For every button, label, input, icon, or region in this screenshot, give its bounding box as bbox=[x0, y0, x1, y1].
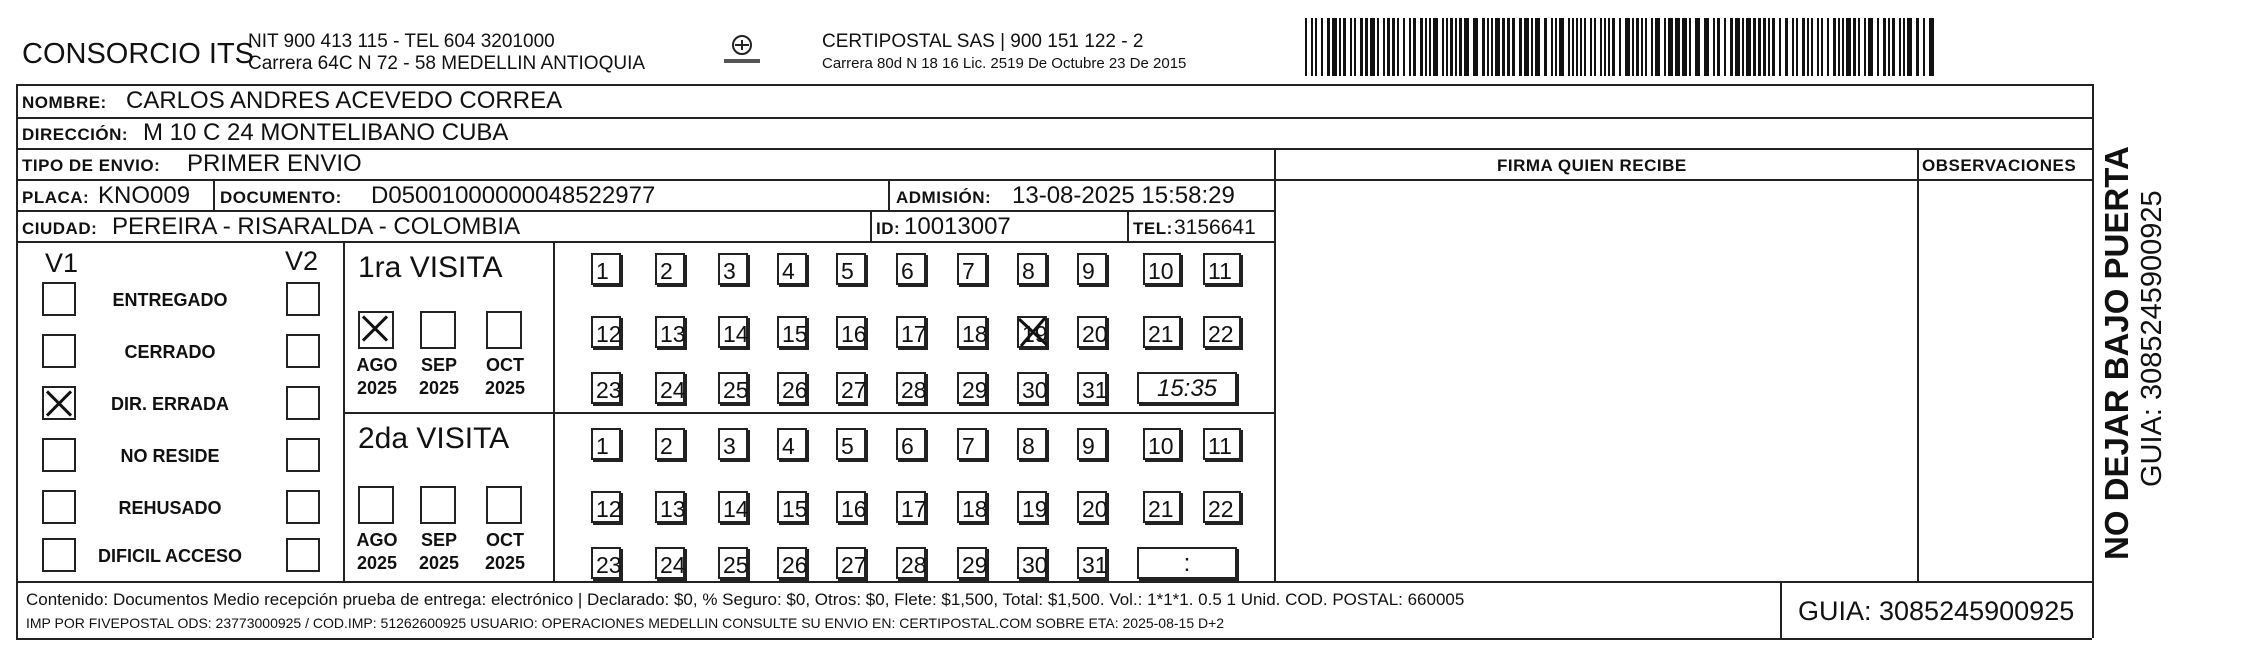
nombre-value: CARLOS ANDRES ACEVEDO CORREA bbox=[126, 87, 563, 114]
status-label: NO RESIDE bbox=[120, 446, 220, 466]
visit1-day-box[interactable]: 18 bbox=[957, 316, 987, 348]
day-cross-mark-icon bbox=[1015, 315, 1051, 349]
visit1-day-box[interactable]: 4 bbox=[777, 253, 807, 285]
tel-label: TEL: bbox=[1133, 219, 1173, 238]
visit2-day-box[interactable]: 19 bbox=[1017, 491, 1047, 523]
visit2-day-box[interactable]: 26 bbox=[777, 547, 807, 579]
visit2-year-label: 2025 bbox=[418, 553, 460, 573]
col-placa bbox=[213, 179, 215, 210]
visit2-day-box[interactable]: 28 bbox=[896, 547, 926, 579]
visit1-month-checkbox[interactable] bbox=[486, 311, 522, 349]
visit1-day-box[interactable]: 25 bbox=[718, 372, 748, 404]
tel-value: 3156641 bbox=[1174, 216, 1256, 239]
col-observaciones bbox=[1917, 148, 1919, 581]
visit2-day-box[interactable]: 8 bbox=[1017, 428, 1047, 460]
id-label: ID: bbox=[876, 219, 901, 238]
visit1-day-box[interactable]: 27 bbox=[836, 372, 866, 404]
visit2-month-checkbox[interactable] bbox=[420, 486, 456, 524]
address-line: Carrera 64C N 72 - 58 MEDELLIN ANTIOQUIA bbox=[248, 53, 646, 74]
visit1-month-checkbox[interactable] bbox=[420, 311, 456, 349]
visit1-day-box[interactable]: 6 bbox=[896, 253, 926, 285]
ciudad-value: PEREIRA - RISARALDA - COLOMBIA bbox=[112, 213, 521, 240]
visit2-day-box[interactable]: 15 bbox=[777, 491, 807, 523]
courier-address: Carrera 80d N 18 16 Lic. 2519 De Octubre 23 De 2015 bbox=[822, 55, 1187, 72]
visit1-day-box[interactable]: 15 bbox=[777, 316, 807, 348]
visit1-day-box[interactable]: 21 bbox=[1143, 316, 1181, 348]
visit2-day-box[interactable]: 9 bbox=[1077, 428, 1107, 460]
visit1-day-box[interactable]: 5 bbox=[836, 253, 866, 285]
courier-line: CERTIPOSTAL SAS | 900 151 122 - 2 bbox=[822, 31, 1144, 52]
visit2-day-box[interactable]: 1 bbox=[591, 428, 621, 460]
visit1-day-box[interactable]: 22 bbox=[1203, 316, 1241, 348]
visit2-day-box[interactable]: 10 bbox=[1143, 428, 1181, 460]
visit1-day-box[interactable]: 9 bbox=[1077, 253, 1107, 285]
visit2-year-label: 2025 bbox=[356, 553, 398, 573]
visit1-day-box[interactable]: 14 bbox=[718, 316, 748, 348]
row-line-3 bbox=[16, 179, 2092, 181]
visit1-month-label: SEP bbox=[420, 355, 458, 375]
visit1-day-box[interactable]: 29 bbox=[957, 372, 987, 404]
placa-value: KNO009 bbox=[98, 182, 191, 209]
visit2-day-box[interactable]: 2 bbox=[655, 428, 685, 460]
visit1-day-box[interactable]: 1 bbox=[591, 253, 621, 285]
documento-label: DOCUMENTO: bbox=[220, 188, 342, 207]
id-value: 10013007 bbox=[904, 213, 1011, 240]
nombre-label: NOMBRE: bbox=[22, 93, 107, 112]
tipo-label: TIPO DE ENVIO: bbox=[22, 156, 161, 175]
visit2-day-box[interactable]: 31 bbox=[1077, 547, 1107, 579]
visit2-month-label: AGO bbox=[356, 530, 398, 550]
visit2-month-checkbox[interactable] bbox=[486, 486, 522, 524]
nit-line: NIT 900 413 115 - TEL 604 3201000 bbox=[248, 31, 555, 52]
visit1-day-box[interactable]: 7 bbox=[957, 253, 987, 285]
status-label: ENTREGADO bbox=[112, 290, 228, 310]
company-name: CONSORCIO ITS bbox=[22, 38, 255, 70]
visit2-day-box[interactable]: 23 bbox=[591, 547, 621, 579]
visit2-day-box[interactable]: 29 bbox=[957, 547, 987, 579]
visit1-day-box[interactable]: 26 bbox=[777, 372, 807, 404]
visit1-title: 1ra VISITA bbox=[358, 251, 503, 284]
row-line-5 bbox=[16, 241, 1274, 243]
visit2-day-box[interactable]: 25 bbox=[718, 547, 748, 579]
visit1-day-box[interactable]: 19 bbox=[1017, 316, 1047, 348]
visit1-day-box[interactable]: 11 bbox=[1203, 253, 1241, 285]
visit2-day-box[interactable]: 24 bbox=[655, 547, 685, 579]
visit2-day-box[interactable]: 7 bbox=[957, 428, 987, 460]
placa-label: PLACA: bbox=[22, 188, 90, 207]
visit2-day-box[interactable]: 3 bbox=[718, 428, 748, 460]
visit2-time-box[interactable]: : bbox=[1137, 547, 1237, 579]
ciudad-label: CIUDAD: bbox=[22, 219, 98, 238]
visit2-day-box[interactable]: 11 bbox=[1203, 428, 1241, 460]
documento-value: D05001000000048522977 bbox=[371, 182, 656, 209]
direccion-label: DIRECCIÓN: bbox=[22, 125, 129, 144]
visit2-day-box[interactable]: 30 bbox=[1017, 547, 1047, 579]
col-tel bbox=[1127, 210, 1129, 241]
side-guia: GUIA: 3085245900925 bbox=[2136, 190, 2168, 487]
visit1-day-box[interactable]: 8 bbox=[1017, 253, 1047, 285]
admision-label: ADMISIÓN: bbox=[896, 188, 992, 207]
col-id bbox=[870, 210, 872, 241]
visit2-day-box[interactable]: 14 bbox=[718, 491, 748, 523]
visit2-day-box[interactable]: 21 bbox=[1143, 491, 1181, 523]
admision-value: 13-08-2025 15:58:29 bbox=[1012, 182, 1235, 209]
visit1-day-box[interactable]: 24 bbox=[655, 372, 685, 404]
footer-line-1: Contenido: Documentos Medio recepción prueba de entrega: electrónico | Declarado: $0, % Seguro: $0, Otros: $0, Flete: $1,500, Total: $1,500. Vol.: 1*1*1. 0.5 1 Unid. COD. POSTAL: 660005 bbox=[26, 590, 1465, 609]
visit2-day-box[interactable]: 6 bbox=[896, 428, 926, 460]
visit1-day-box[interactable]: 30 bbox=[1017, 372, 1047, 404]
visit1-day-box[interactable]: 20 bbox=[1077, 316, 1107, 348]
col-admision bbox=[888, 179, 890, 210]
visit2-day-box[interactable]: 5 bbox=[836, 428, 866, 460]
visit1-day-box[interactable]: 17 bbox=[896, 316, 926, 348]
visit2-day-box[interactable]: 17 bbox=[896, 491, 926, 523]
v2-label: V2 bbox=[285, 246, 319, 276]
status-label: DIFICIL ACCESO bbox=[97, 546, 242, 566]
col-status bbox=[343, 241, 345, 581]
footer-guia: GUIA: 3085245900925 bbox=[1798, 596, 2075, 626]
visit1-month-label: OCT bbox=[486, 355, 524, 375]
visit2-day-box[interactable]: 22 bbox=[1203, 491, 1241, 523]
visit2-month-checkbox[interactable] bbox=[358, 486, 394, 524]
visit1-year-label: 2025 bbox=[418, 378, 460, 398]
frame-top bbox=[16, 84, 2092, 86]
visit2-day-box[interactable]: 20 bbox=[1077, 491, 1107, 523]
visit-divider bbox=[343, 412, 1274, 414]
visit2-day-box[interactable]: 13 bbox=[655, 491, 685, 523]
visit1-day-box[interactable]: 28 bbox=[896, 372, 926, 404]
col-firma bbox=[1274, 148, 1276, 581]
visit1-year-label: 2025 bbox=[356, 378, 398, 398]
visit2-day-box[interactable]: 27 bbox=[836, 547, 866, 579]
status-label: CERRADO bbox=[124, 342, 216, 362]
visit1-time-box[interactable]: 15:35 bbox=[1137, 372, 1237, 404]
v1-label: V1 bbox=[45, 248, 79, 278]
status-label: REHUSADO bbox=[118, 498, 222, 518]
visit1-year-label: 2025 bbox=[484, 378, 526, 398]
visit1-day-box[interactable]: 31 bbox=[1077, 372, 1107, 404]
tipo-value: PRIMER ENVIO bbox=[187, 150, 362, 177]
status-label: DIR. ERRADA bbox=[110, 394, 229, 414]
visit2-day-box[interactable]: 16 bbox=[836, 491, 866, 523]
side-warning: NO DEJAR BAJO PUERTA bbox=[2098, 146, 2135, 560]
visit2-day-box[interactable]: 12 bbox=[591, 491, 621, 523]
visit1-day-box[interactable]: 12 bbox=[591, 316, 621, 348]
visit2-month-label: SEP bbox=[420, 530, 458, 550]
visit1-day-box[interactable]: 13 bbox=[655, 316, 685, 348]
observaciones-label: OBSERVACIONES bbox=[1922, 156, 2077, 175]
direccion-value: M 10 C 24 MONTELIBANO CUBA bbox=[143, 119, 509, 146]
certipostal-logo-icon bbox=[722, 34, 762, 70]
visit1-day-box[interactable]: 16 bbox=[836, 316, 866, 348]
visit1-day-box[interactable]: 23 bbox=[591, 372, 621, 404]
row-line-4 bbox=[16, 210, 1274, 212]
visit1-day-box[interactable]: 10 bbox=[1143, 253, 1181, 285]
visit2-title: 2da VISITA bbox=[358, 422, 510, 455]
frame-bottom bbox=[16, 638, 2092, 640]
visit1-day-box[interactable]: 3 bbox=[718, 253, 748, 285]
col-footer-guia bbox=[1780, 581, 1782, 638]
visit1-day-box[interactable]: 2 bbox=[655, 253, 685, 285]
firma-label: FIRMA QUIEN RECIBE bbox=[1497, 156, 1687, 175]
barcode bbox=[1305, 18, 1941, 81]
visit1-month-checkbox[interactable] bbox=[358, 311, 394, 349]
visit2-day-box[interactable]: 4 bbox=[777, 428, 807, 460]
col-visit bbox=[553, 241, 555, 581]
footer-line-2: IMP POR FIVEPOSTAL ODS: 23773000925 / COD.IMP: 51262600925 USUARIO: OPERACIONES MEDELLIN CONSULTE SU ENVIO EN: CERTIPOSTAL.COM SOBRE ETA: 2025-08-15 D+2 bbox=[26, 615, 1225, 631]
visit2-year-label: 2025 bbox=[484, 553, 526, 573]
visit2-day-box[interactable]: 18 bbox=[957, 491, 987, 523]
frame-right bbox=[2092, 84, 2094, 638]
visit2-month-label: OCT bbox=[486, 530, 524, 550]
visit1-month-label: AGO bbox=[356, 355, 398, 375]
